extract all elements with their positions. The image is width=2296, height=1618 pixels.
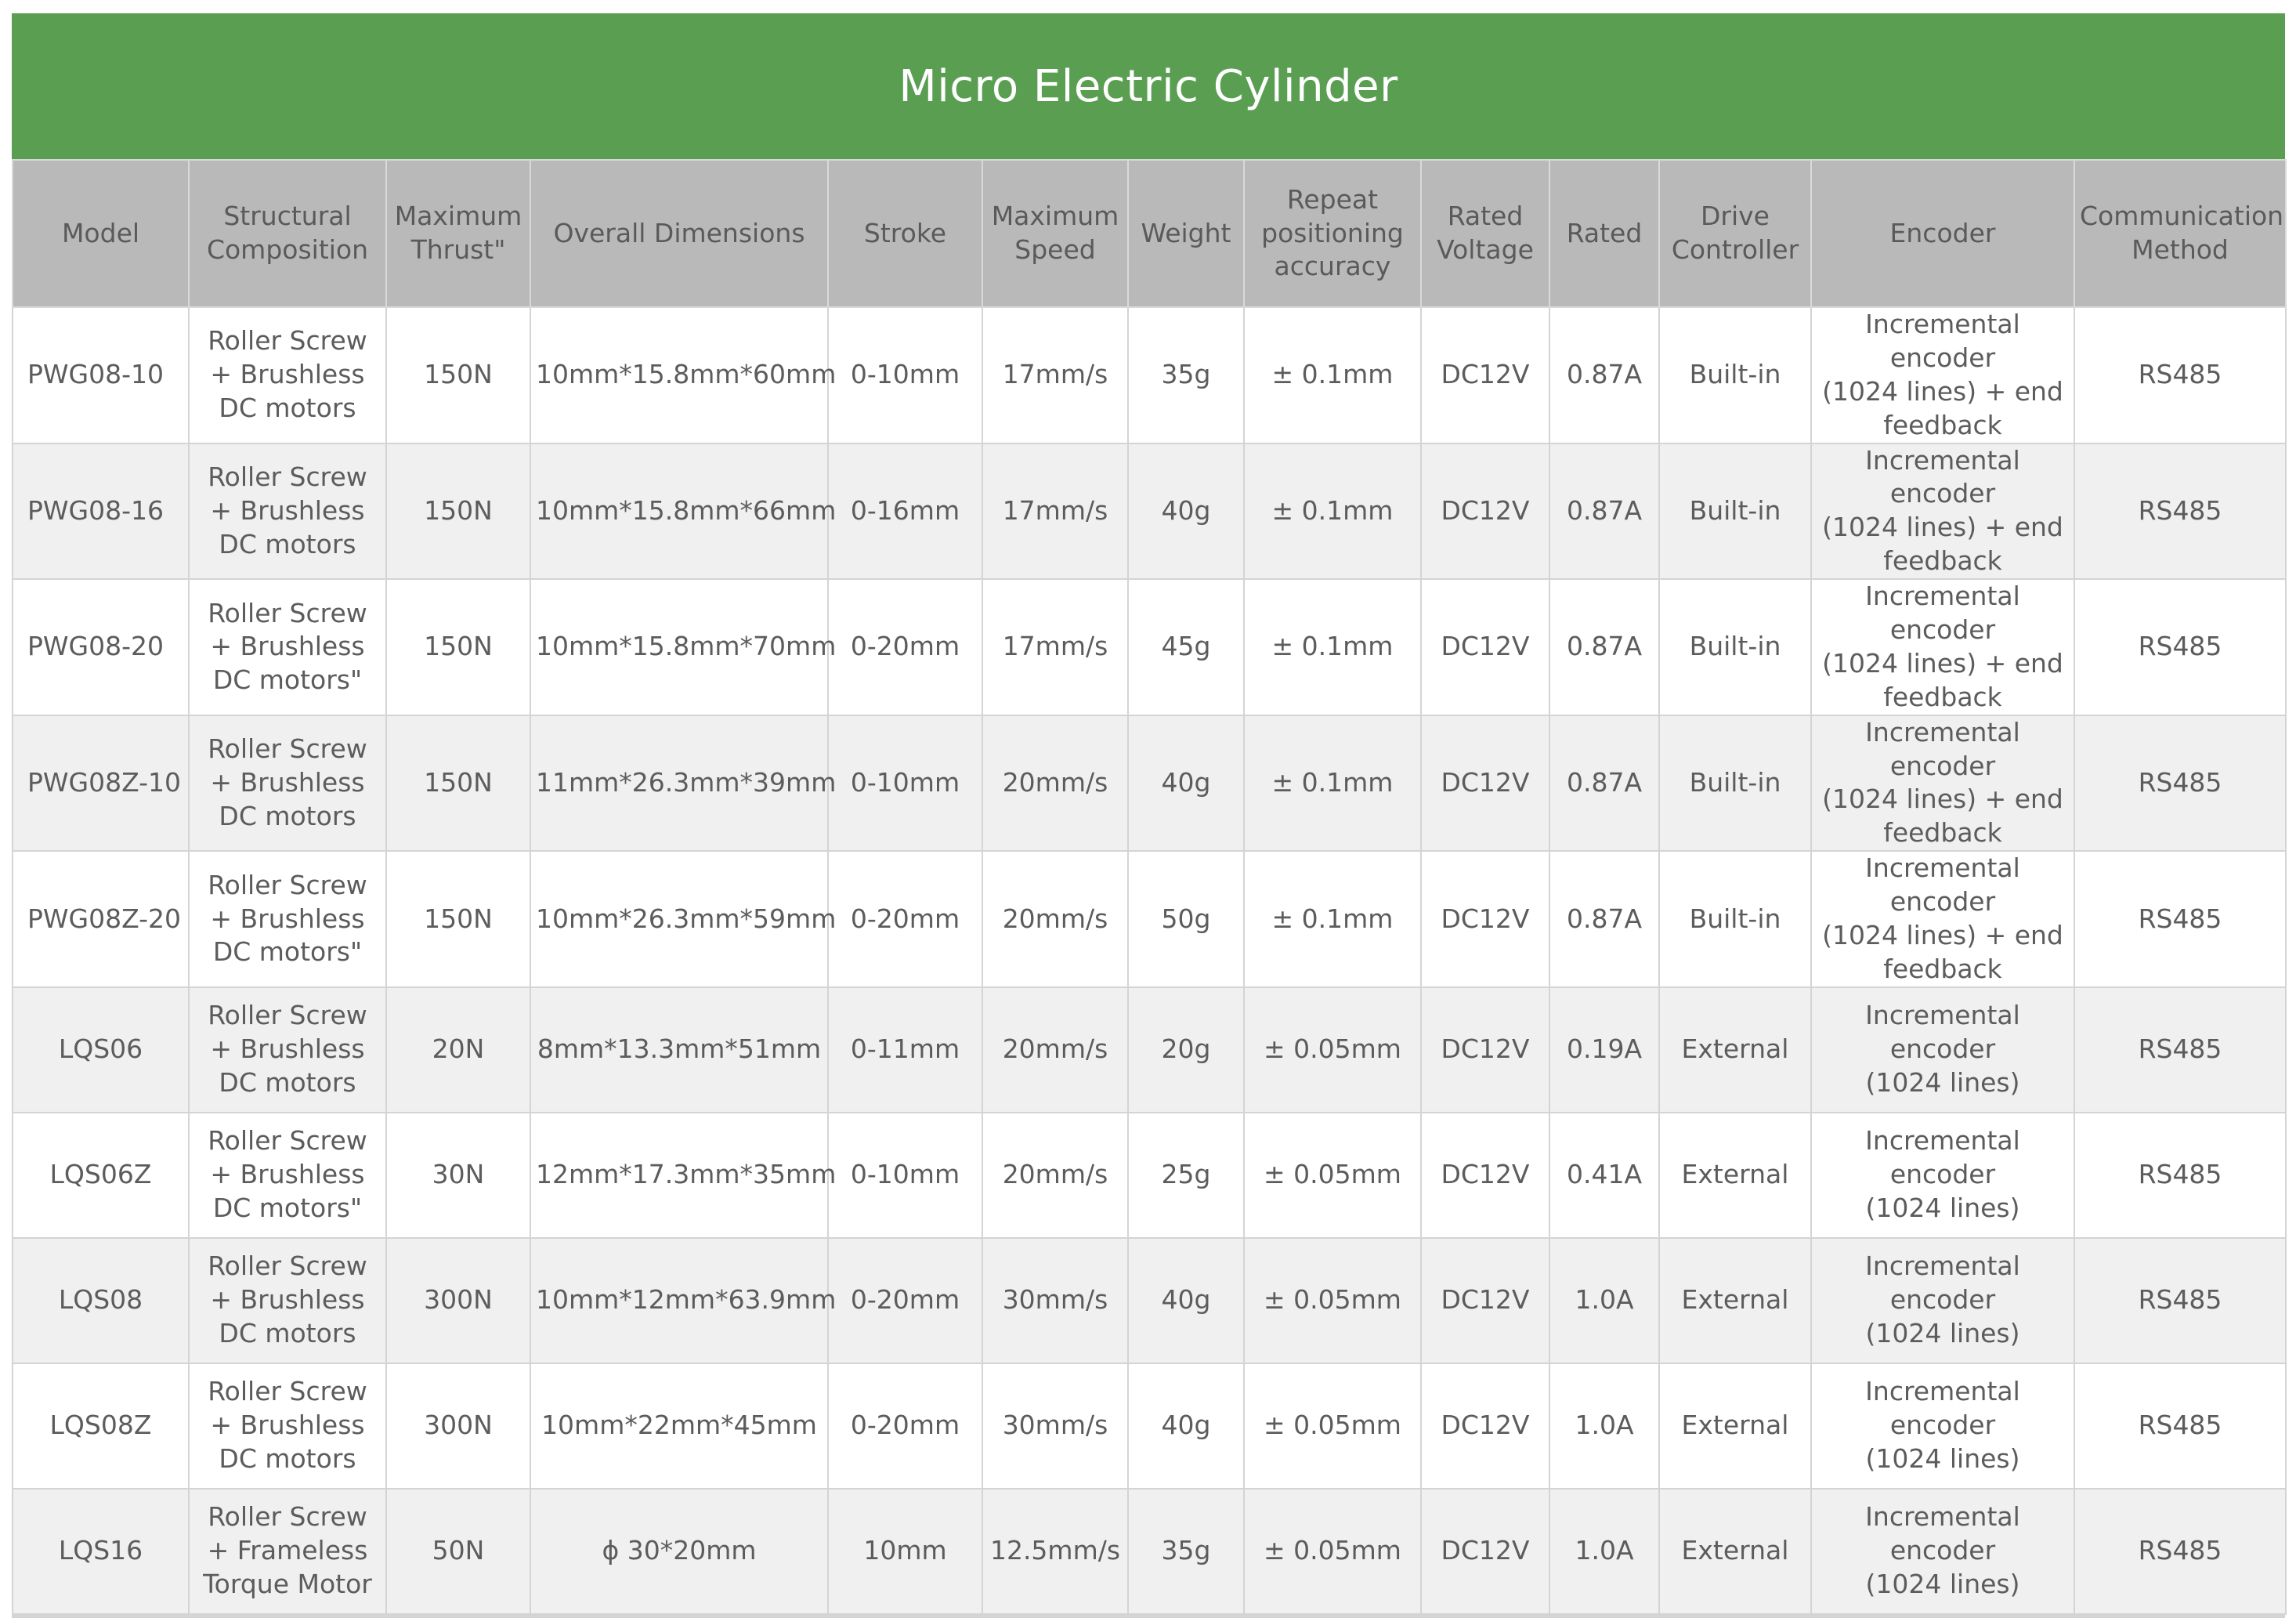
rated-voltage-cell: DC12V bbox=[1421, 1113, 1549, 1238]
drive-controller-cell: Built-in bbox=[1659, 307, 1811, 443]
maximum-thrust-cell: 20N bbox=[386, 987, 530, 1113]
encoder-cell: Incremental encoder (1024 lines) + end feedback bbox=[1811, 307, 2074, 443]
table-row bbox=[13, 307, 2286, 443]
spec-table bbox=[12, 159, 2287, 1615]
weight-cell: 45g bbox=[1128, 579, 1244, 715]
header-row bbox=[13, 160, 2286, 307]
model-cell: PWG08Z-20 bbox=[13, 851, 189, 987]
communication-method-cell: RS485 bbox=[2074, 443, 2286, 580]
table-bottom-divider bbox=[12, 1615, 2285, 1618]
rated-current-cell: 1.0A bbox=[1549, 1489, 1659, 1614]
model-cell: PWG08-20 bbox=[13, 579, 189, 715]
table-row bbox=[13, 1113, 2286, 1238]
weight-cell: 50g bbox=[1128, 851, 1244, 987]
rated-current-cell: 0.87A bbox=[1549, 307, 1659, 443]
repeat-positioning-accuracy-cell: ± 0.1mm bbox=[1244, 851, 1421, 987]
rated-current-cell: 1.0A bbox=[1549, 1238, 1659, 1363]
title-bar bbox=[12, 13, 2285, 159]
rated-voltage-cell: DC12V bbox=[1421, 1363, 1549, 1489]
overall-dimensions-cell: ϕ 30*20mm bbox=[530, 1489, 828, 1614]
model-cell: LQS08 bbox=[13, 1238, 189, 1363]
rated-voltage-cell: DC12V bbox=[1421, 715, 1549, 852]
maximum-thrust-cell: 50N bbox=[386, 1489, 530, 1614]
encoder-cell: Incremental encoder (1024 lines) bbox=[1811, 1238, 2074, 1363]
overall-dimensions-cell: 8mm*13.3mm*51mm bbox=[530, 987, 828, 1113]
col-header-weight: Weight bbox=[1128, 160, 1244, 307]
maximum-thrust-cell: 30N bbox=[386, 1113, 530, 1238]
drive-controller-cell: External bbox=[1659, 987, 1811, 1113]
communication-method-cell: RS485 bbox=[2074, 715, 2286, 852]
rated-voltage-cell: DC12V bbox=[1421, 1238, 1549, 1363]
table-row bbox=[13, 443, 2286, 580]
table-row bbox=[13, 579, 2286, 715]
repeat-positioning-accuracy-cell: ± 0.05mm bbox=[1244, 987, 1421, 1113]
col-header-drive-controller: Drive Controller bbox=[1659, 160, 1811, 307]
spec-table-body bbox=[13, 307, 2286, 1614]
communication-method-cell: RS485 bbox=[2074, 987, 2286, 1113]
rated-current-cell: 0.87A bbox=[1549, 443, 1659, 580]
stroke-cell: 0-20mm bbox=[828, 579, 982, 715]
drive-controller-cell: External bbox=[1659, 1113, 1811, 1238]
model-cell: LQS06 bbox=[13, 987, 189, 1113]
encoder-cell: Incremental encoder (1024 lines) bbox=[1811, 1489, 2074, 1614]
repeat-positioning-accuracy-cell: ± 0.1mm bbox=[1244, 307, 1421, 443]
structural-composition-cell: Roller Screw + Brushless DC motors" bbox=[189, 579, 386, 715]
rated-current-cell: 1.0A bbox=[1549, 1363, 1659, 1489]
repeat-positioning-accuracy-cell: ± 0.1mm bbox=[1244, 715, 1421, 852]
repeat-positioning-accuracy-cell: ± 0.1mm bbox=[1244, 443, 1421, 580]
overall-dimensions-cell: 10mm*22mm*45mm bbox=[530, 1363, 828, 1489]
maximum-thrust-cell: 300N bbox=[386, 1238, 530, 1363]
maximum-speed-cell: 12.5mm/s bbox=[982, 1489, 1128, 1614]
drive-controller-cell: External bbox=[1659, 1363, 1811, 1489]
rated-current-cell: 0.87A bbox=[1549, 851, 1659, 987]
maximum-speed-cell: 20mm/s bbox=[982, 1113, 1128, 1238]
stroke-cell: 0-10mm bbox=[828, 1113, 982, 1238]
maximum-speed-cell: 17mm/s bbox=[982, 443, 1128, 580]
structural-composition-cell: Roller Screw + Brushless DC motors bbox=[189, 443, 386, 580]
maximum-speed-cell: 30mm/s bbox=[982, 1238, 1128, 1363]
rated-current-cell: 0.41A bbox=[1549, 1113, 1659, 1238]
weight-cell: 40g bbox=[1128, 715, 1244, 852]
weight-cell: 20g bbox=[1128, 987, 1244, 1113]
overall-dimensions-cell: 12mm*17.3mm*35mm bbox=[530, 1113, 828, 1238]
weight-cell: 35g bbox=[1128, 307, 1244, 443]
stroke-cell: 0-11mm bbox=[828, 987, 982, 1113]
rated-voltage-cell: DC12V bbox=[1421, 443, 1549, 580]
stroke-cell: 0-20mm bbox=[828, 1363, 982, 1489]
encoder-cell: Incremental encoder (1024 lines) + end feedback bbox=[1811, 851, 2074, 987]
overall-dimensions-cell: 10mm*15.8mm*66mm bbox=[530, 443, 828, 580]
col-header-rated: Rated bbox=[1549, 160, 1659, 307]
col-header-stroke: Stroke bbox=[828, 160, 982, 307]
model-cell: LQS06Z bbox=[13, 1113, 189, 1238]
col-header-encoder: Encoder bbox=[1811, 160, 2074, 307]
col-header-maximum-thrust: Maximum Thrust" bbox=[386, 160, 530, 307]
communication-method-cell: RS485 bbox=[2074, 1113, 2286, 1238]
drive-controller-cell: Built-in bbox=[1659, 851, 1811, 987]
maximum-thrust-cell: 150N bbox=[386, 307, 530, 443]
rated-current-cell: 0.19A bbox=[1549, 987, 1659, 1113]
stroke-cell: 0-16mm bbox=[828, 443, 982, 580]
drive-controller-cell: Built-in bbox=[1659, 715, 1811, 852]
drive-controller-cell: Built-in bbox=[1659, 579, 1811, 715]
structural-composition-cell: Roller Screw + Brushless DC motors" bbox=[189, 1113, 386, 1238]
stroke-cell: 0-20mm bbox=[828, 1238, 982, 1363]
communication-method-cell: RS485 bbox=[2074, 1238, 2286, 1363]
overall-dimensions-cell: 10mm*15.8mm*70mm bbox=[530, 579, 828, 715]
overall-dimensions-cell: 10mm*26.3mm*59mm bbox=[530, 851, 828, 987]
maximum-thrust-cell: 150N bbox=[386, 443, 530, 580]
drive-controller-cell: External bbox=[1659, 1489, 1811, 1614]
drive-controller-cell: External bbox=[1659, 1238, 1811, 1363]
weight-cell: 40g bbox=[1128, 1238, 1244, 1363]
col-header-structural-composition: Structural Composition bbox=[189, 160, 386, 307]
communication-method-cell: RS485 bbox=[2074, 851, 2286, 987]
encoder-cell: Incremental encoder (1024 lines) bbox=[1811, 987, 2074, 1113]
structural-composition-cell: Roller Screw + Brushless DC motors bbox=[189, 1238, 386, 1363]
rated-voltage-cell: DC12V bbox=[1421, 579, 1549, 715]
table-row bbox=[13, 715, 2286, 852]
structural-composition-cell: Roller Screw + Brushless DC motors bbox=[189, 1363, 386, 1489]
encoder-cell: Incremental encoder (1024 lines) + end feedback bbox=[1811, 579, 2074, 715]
weight-cell: 40g bbox=[1128, 443, 1244, 580]
model-cell: PWG08-10 bbox=[13, 307, 189, 443]
structural-composition-cell: Roller Screw + Brushless DC motors bbox=[189, 715, 386, 852]
communication-method-cell: RS485 bbox=[2074, 307, 2286, 443]
repeat-positioning-accuracy-cell: ± 0.05mm bbox=[1244, 1363, 1421, 1489]
model-cell: LQS16 bbox=[13, 1489, 189, 1614]
table-row bbox=[13, 1363, 2286, 1489]
col-header-model: Model bbox=[13, 160, 189, 307]
stroke-cell: 0-10mm bbox=[828, 307, 982, 443]
structural-composition-cell: Roller Screw + Frameless Torque Motor bbox=[189, 1489, 386, 1614]
page-title: Micro Electric Cylinder bbox=[899, 60, 1398, 112]
communication-method-cell: RS485 bbox=[2074, 1363, 2286, 1489]
model-cell: LQS08Z bbox=[13, 1363, 189, 1489]
col-header-maximum-speed: Maximum Speed bbox=[982, 160, 1128, 307]
communication-method-cell: RS485 bbox=[2074, 1489, 2286, 1614]
col-header-overall-dimensions: Overall Dimensions bbox=[530, 160, 828, 307]
structural-composition-cell: Roller Screw + Brushless DC motors bbox=[189, 307, 386, 443]
weight-cell: 35g bbox=[1128, 1489, 1244, 1614]
table-row bbox=[13, 851, 2286, 987]
maximum-thrust-cell: 150N bbox=[386, 579, 530, 715]
model-cell: PWG08Z-10 bbox=[13, 715, 189, 852]
encoder-cell: Incremental encoder (1024 lines) bbox=[1811, 1113, 2074, 1238]
maximum-speed-cell: 17mm/s bbox=[982, 307, 1128, 443]
encoder-cell: Incremental encoder (1024 lines) bbox=[1811, 1363, 2074, 1489]
maximum-speed-cell: 17mm/s bbox=[982, 579, 1128, 715]
col-header-repeat-positioning-accuracy: Repeat positioning accuracy bbox=[1244, 160, 1421, 307]
maximum-speed-cell: 20mm/s bbox=[982, 715, 1128, 852]
maximum-speed-cell: 20mm/s bbox=[982, 987, 1128, 1113]
rated-voltage-cell: DC12V bbox=[1421, 987, 1549, 1113]
maximum-thrust-cell: 300N bbox=[386, 1363, 530, 1489]
structural-composition-cell: Roller Screw + Brushless DC motors bbox=[189, 987, 386, 1113]
drive-controller-cell: Built-in bbox=[1659, 443, 1811, 580]
overall-dimensions-cell: 11mm*26.3mm*39mm bbox=[530, 715, 828, 852]
stroke-cell: 10mm bbox=[828, 1489, 982, 1614]
rated-voltage-cell: DC12V bbox=[1421, 307, 1549, 443]
col-header-rated-voltage: Rated Voltage bbox=[1421, 160, 1549, 307]
table-row bbox=[13, 1489, 2286, 1614]
structural-composition-cell: Roller Screw + Brushless DC motors" bbox=[189, 851, 386, 987]
stroke-cell: 0-20mm bbox=[828, 851, 982, 987]
spec-sheet bbox=[12, 13, 2285, 1618]
repeat-positioning-accuracy-cell: ± 0.05mm bbox=[1244, 1489, 1421, 1614]
table-row bbox=[13, 987, 2286, 1113]
communication-method-cell: RS485 bbox=[2074, 579, 2286, 715]
overall-dimensions-cell: 10mm*12mm*63.9mm bbox=[530, 1238, 828, 1363]
rated-voltage-cell: DC12V bbox=[1421, 1489, 1549, 1614]
encoder-cell: Incremental encoder (1024 lines) + end feedback bbox=[1811, 443, 2074, 580]
weight-cell: 40g bbox=[1128, 1363, 1244, 1489]
maximum-speed-cell: 30mm/s bbox=[982, 1363, 1128, 1489]
maximum-speed-cell: 20mm/s bbox=[982, 851, 1128, 987]
rated-voltage-cell: DC12V bbox=[1421, 851, 1549, 987]
stroke-cell: 0-10mm bbox=[828, 715, 982, 852]
table-row bbox=[13, 1238, 2286, 1363]
maximum-thrust-cell: 150N bbox=[386, 715, 530, 852]
overall-dimensions-cell: 10mm*15.8mm*60mm bbox=[530, 307, 828, 443]
repeat-positioning-accuracy-cell: ± 0.05mm bbox=[1244, 1113, 1421, 1238]
model-cell: PWG08-16 bbox=[13, 443, 189, 580]
rated-current-cell: 0.87A bbox=[1549, 579, 1659, 715]
rated-current-cell: 0.87A bbox=[1549, 715, 1659, 852]
encoder-cell: Incremental encoder (1024 lines) + end feedback bbox=[1811, 715, 2074, 852]
repeat-positioning-accuracy-cell: ± 0.1mm bbox=[1244, 579, 1421, 715]
col-header-communication-method: Communication Method bbox=[2074, 160, 2286, 307]
maximum-thrust-cell: 150N bbox=[386, 851, 530, 987]
weight-cell: 25g bbox=[1128, 1113, 1244, 1238]
repeat-positioning-accuracy-cell: ± 0.05mm bbox=[1244, 1238, 1421, 1363]
